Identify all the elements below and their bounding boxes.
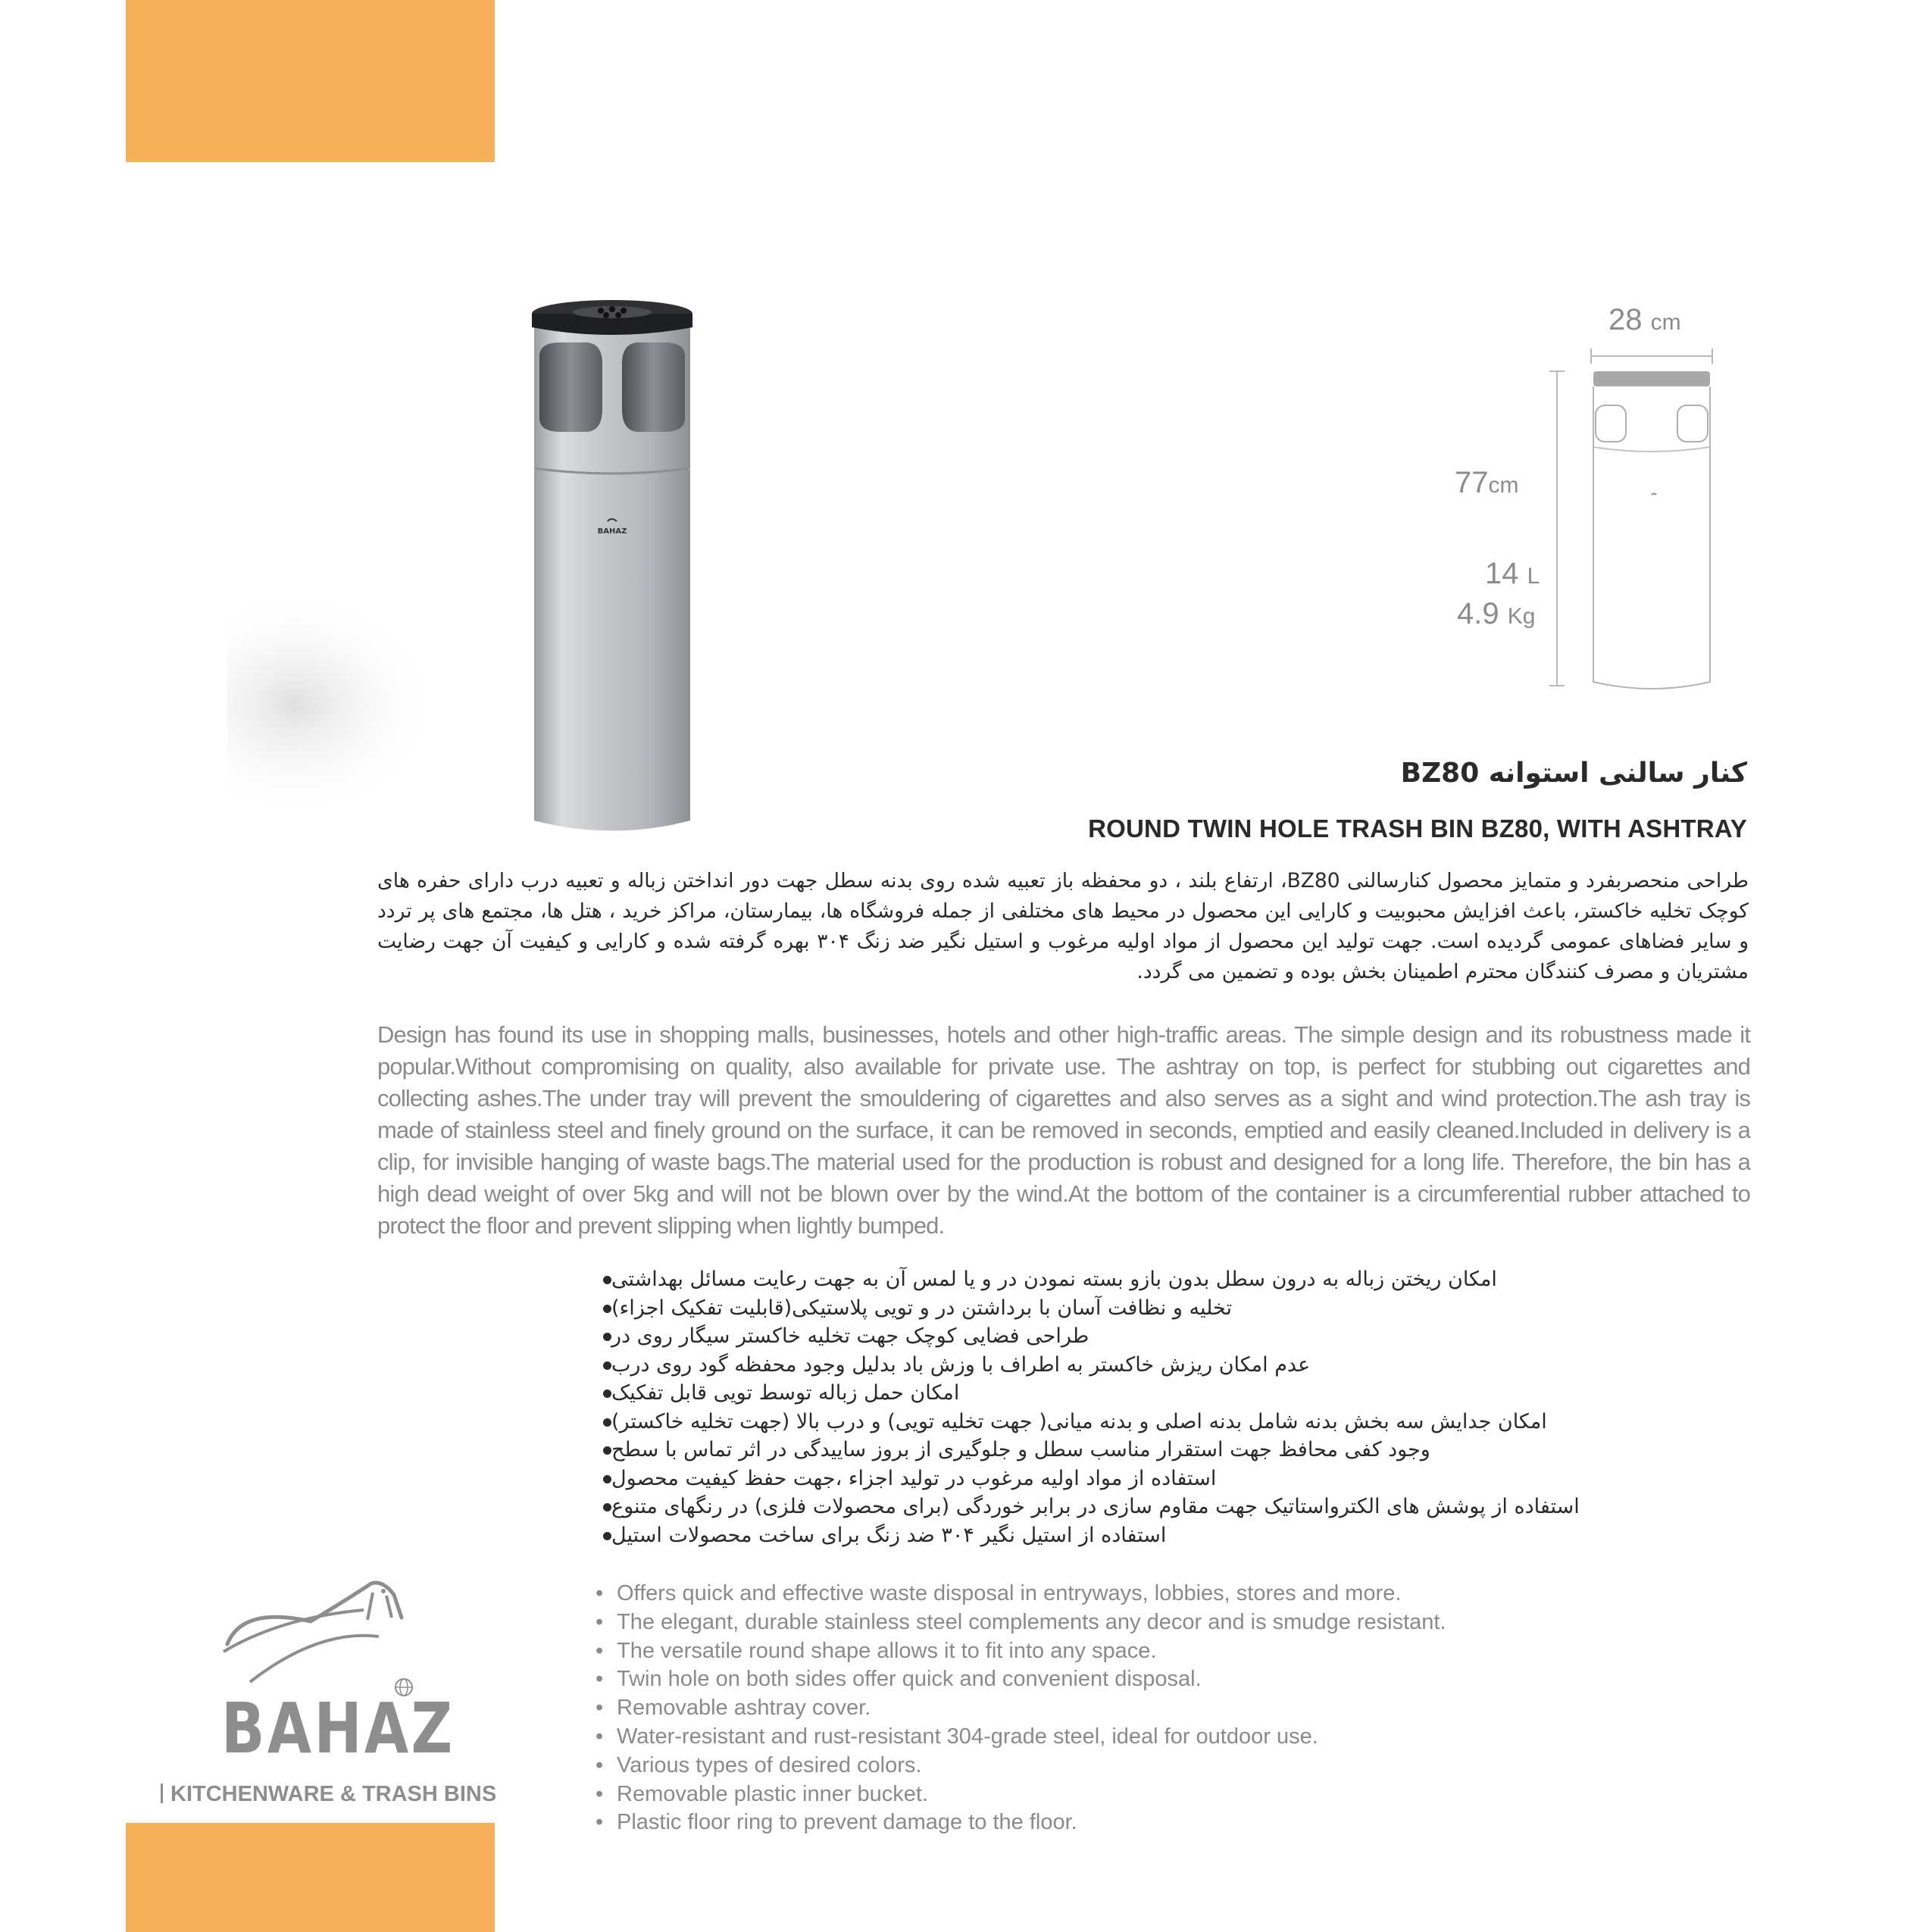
list-item: طراحی فضایی کوچک جهت تخلیه خاکستر سیگار روی در: [591, 1322, 1652, 1351]
dimension-drawing: [1424, 295, 1727, 720]
bullet-icon: [603, 1418, 611, 1427]
list-item: عدم امکان ریزش خاکستر به اطراف با وزش باد بدلیل وجود محفظه گود روی درب: [591, 1351, 1652, 1380]
bullet-icon: •: [596, 1609, 604, 1634]
features-fa-list: [591, 1265, 1652, 1549]
width-unit: cm: [1650, 310, 1681, 335]
list-item: تخلیه و نظافت آسان با برداشتن در و تویی پلاستیکی(قابلیت تفکیک اجزاء): [591, 1294, 1652, 1323]
list-item: استفاده از استیل نگیر ۳۰۴ ضد زنگ برای ساخت محصولات استیل: [591, 1521, 1652, 1550]
bullet-icon: •: [596, 1696, 604, 1721]
list-item: • Removable plastic inner bucket.: [596, 1780, 1446, 1809]
bullet-icon: •: [596, 1667, 604, 1692]
list-item: استفاده از پوشش های الکترواستاتیک جهت مقاوم سازی در برابر خوردگی (برای محصولات فلزی) در رنگهای متنوع: [591, 1493, 1652, 1521]
width-value: 28: [1608, 303, 1643, 336]
bullet-icon: [603, 1305, 611, 1313]
bullet-icon: [603, 1390, 611, 1398]
list-item: • Various types of desired colors.: [596, 1752, 1446, 1780]
bullet-icon: •: [596, 1781, 604, 1806]
brand-name: BAHAZ: [221, 1688, 455, 1769]
bullet-icon: [603, 1532, 611, 1540]
list-item: امکان حمل زباله توسط تویی قابل تفکیک: [591, 1379, 1652, 1408]
features-en-list: [596, 1580, 1446, 1837]
bullet-icon: •: [596, 1638, 604, 1663]
weight-unit: Kg: [1507, 604, 1536, 629]
bullet-icon: •: [596, 1724, 604, 1749]
list-item: • Removable ashtray cover.: [596, 1694, 1446, 1723]
top-accent-block: [126, 0, 495, 162]
bullet-icon: [603, 1361, 611, 1370]
list-item: • Plastic floor ring to prevent damage to the floor.: [596, 1809, 1446, 1837]
bullet-icon: •: [596, 1581, 604, 1605]
bullet-icon: [603, 1446, 611, 1455]
list-item: امکان جدایش سه بخش بدنه شامل بدنه اصلی و بدنه میانی( جهت تخلیه تویی) و درب بالا (جهت تخلیه خاکستر): [591, 1408, 1652, 1436]
product-photo: [227, 280, 833, 856]
photo-brand-text: BAHAZ: [597, 527, 627, 536]
product-title-fa: کنار سالنی استوانه BZ80: [1400, 758, 1747, 789]
bullet-icon: [603, 1475, 611, 1483]
product-title-en: ROUND TWIN HOLE TRASH BIN BZ80, WITH ASHTRAY: [1088, 814, 1747, 843]
list-item: • Twin hole on both sides offer quick and convenient disposal.: [596, 1665, 1446, 1694]
height-unit: cm: [1488, 473, 1519, 498]
volume-unit: L: [1527, 564, 1540, 589]
bullet-icon: [603, 1503, 611, 1512]
list-item: • Water-resistant and rust-resistant 304-grade steel, ideal for outdoor use.: [596, 1723, 1446, 1752]
bottom-accent-block: [126, 1823, 495, 1932]
bullet-icon: [603, 1333, 611, 1341]
brand-tagline: KITCHENWARE & TRASH BINS: [161, 1782, 496, 1807]
weight-value: 4.9: [1457, 597, 1499, 630]
bullet-icon: •: [596, 1752, 604, 1777]
list-item: امکان ریختن زباله به درون سطل بدون بازو بسته نمودن در و یا لمس آن به جهت رعایت مسائل بهداشتی: [591, 1265, 1652, 1294]
list-item: وجود کفی محافظ جهت استقرار مناسب سطل و جلوگیری از بروز ساییدگی در اثر تماس با سطح: [591, 1436, 1652, 1465]
list-item: • Offers quick and effective waste disposal in entryways, lobbies, stores and more.: [596, 1580, 1446, 1608]
description-fa: طراحی منحصربفرد و متمایز محصول کنارسالنی BZ80، ارتفاع بلند ، دو محفظه باز تعبیه شده روی بدنه سطل جهت دور انداختن زباله و تعبیه درب دارای حفره های کوچک تخلیه خاکستر، باعث افزایش محبوبیت و کارایی این محصول در محیط های مختلفی از جمله فروشگاه ها، بیمارستان، مراکز خرید ، هتل ها، مجتمع های پر تردد و سایر فضاهای عمومی گردیده است. جهت تولید این محصول از مواد اولیه مرغوب و استیل نگیر ضد زنگ ۳۰۴ بهره گرفته شده و کارایی و کیفیت آن جهت رضایت مشتریان و مصرف کنندگان محترم اطمینان بخش بوده و تضمین می گردد.: [377, 869, 1749, 983]
description-en: Design has found its use in shopping malls, businesses, hotels and other high-traffic areas. The simple design and its robustness made it popular.Without compromising on quality, also available for private use. The ashtray on top, is perfect for stubbing out cigarettes and collecting ashes.The under tray will prevent the smouldering of cigarettes and also serves as a sight and wind protection.The ash tray is made of stainless steel and finely ground on the surface, it can be removed in seconds, emptied and easily cleaned.Included in delivery is a clip, for invisible hanging of waste bags.The material used for the production is robust and designed for a long life. Therefore, the bin has a high dead weight of over 5kg and will not be blown over by the wind.At the bottom of the container is a circumferential rubber attached to protect the floor and prevent slipping when lightly bumped.: [377, 1021, 1750, 1239]
bullet-icon: •: [596, 1810, 604, 1835]
divider: [161, 1784, 163, 1803]
list-item: • The elegant, durable stainless steel complements any decor and is smudge resistant.: [596, 1608, 1446, 1637]
height-value: 77: [1455, 466, 1489, 499]
list-item: استفاده از مواد اولیه مرغوب در تولید اجزاء ،جهت حفظ کیفیت محصول: [591, 1465, 1652, 1493]
volume-value: 14: [1485, 557, 1519, 590]
bullet-icon: [603, 1276, 611, 1284]
list-item: • The versatile round shape allows it to fit into any space.: [596, 1637, 1446, 1666]
